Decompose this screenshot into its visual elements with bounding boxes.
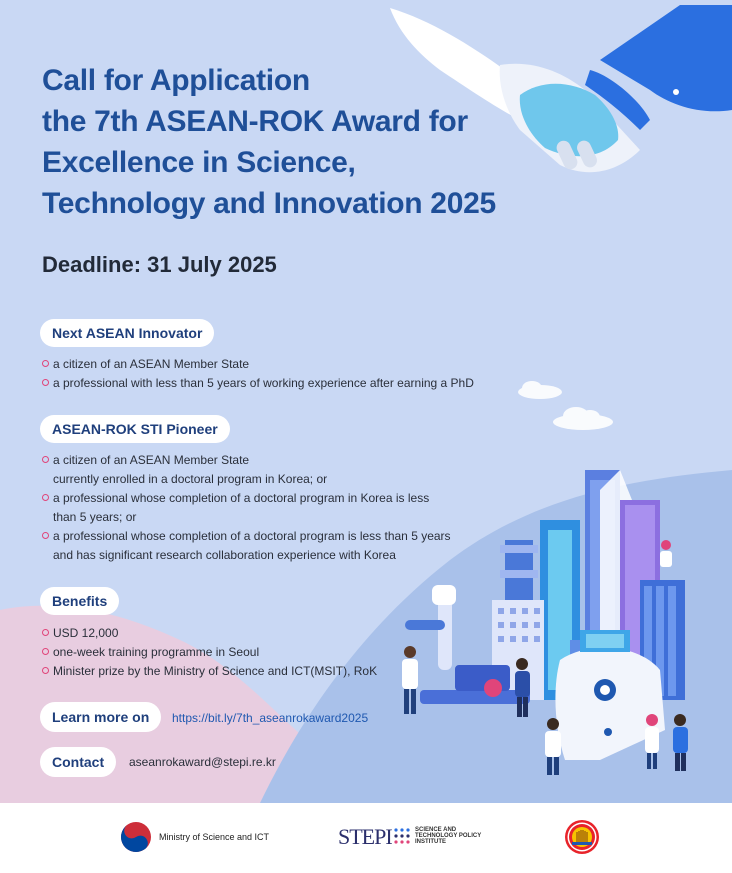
contact-label: Contact — [40, 747, 116, 777]
list-item: a citizen of an ASEAN Member State — [42, 452, 249, 468]
bullet-icon — [42, 532, 49, 539]
stepi-dots-icon — [394, 828, 410, 844]
deadline: Deadline: 31 July 2025 — [42, 252, 277, 277]
list-item-continuation: than 5 years; or — [53, 510, 137, 524]
bullet-icon — [42, 629, 49, 636]
list-item: Minister prize by the Ministry of Science and ICT(MSIT), RoK — [42, 663, 377, 679]
list-item: a citizen of an ASEAN Member State — [42, 356, 249, 372]
benefits-heading: Benefits — [40, 587, 119, 615]
bullet-icon — [42, 494, 49, 501]
list-item: USD 12,000 — [42, 625, 118, 641]
list-item-continuation: and has significant research collaboration experience with Korea — [53, 548, 396, 562]
korea-taegeuk-logo-icon — [120, 821, 152, 853]
list-item: a professional whose completion of a doctoral program in Korea is less — [42, 490, 429, 506]
asean-emblem-icon — [564, 819, 600, 855]
title-line-4: Technology and Innovation 2025 — [42, 187, 496, 220]
contact-email[interactable]: aseanrokaward@stepi.re.kr — [129, 755, 276, 769]
title-line-3: Excellence in Science, — [42, 146, 356, 179]
list-item: one-week training programme in Seoul — [42, 644, 259, 660]
pioneer-heading: ASEAN-ROK STI Pioneer — [40, 415, 230, 443]
bullet-icon — [42, 456, 49, 463]
stepi-institute-name: SCIENCE AND TECHNOLOGY POLICY INSTITUTE — [415, 827, 482, 845]
list-item-continuation: currently enrolled in a doctoral program in Korea; or — [53, 472, 328, 486]
list-item: a professional whose completion of a doctoral program is less than 5 years — [42, 528, 451, 544]
next-innovator-heading: Next ASEAN Innovator — [40, 319, 214, 347]
footer-logos — [0, 803, 732, 873]
stepi-mark: STEPI — [338, 824, 392, 849]
bullet-icon — [42, 648, 49, 655]
list-item: a professional with less than 5 years of working experience after earning a PhD — [42, 375, 474, 391]
learn-more-link[interactable]: https://bit.ly/7th_aseanrokaward2025 — [172, 711, 369, 725]
title-line-1: Call for Application — [42, 64, 310, 97]
bullet-icon — [42, 360, 49, 367]
bullet-icon — [42, 667, 49, 674]
title-line-2: the 7th ASEAN-ROK Award for — [42, 105, 468, 138]
learn-more-label: Learn more on — [40, 702, 161, 732]
msit-name: Ministry of Science and ICT — [159, 832, 270, 842]
bullet-icon — [42, 379, 49, 386]
